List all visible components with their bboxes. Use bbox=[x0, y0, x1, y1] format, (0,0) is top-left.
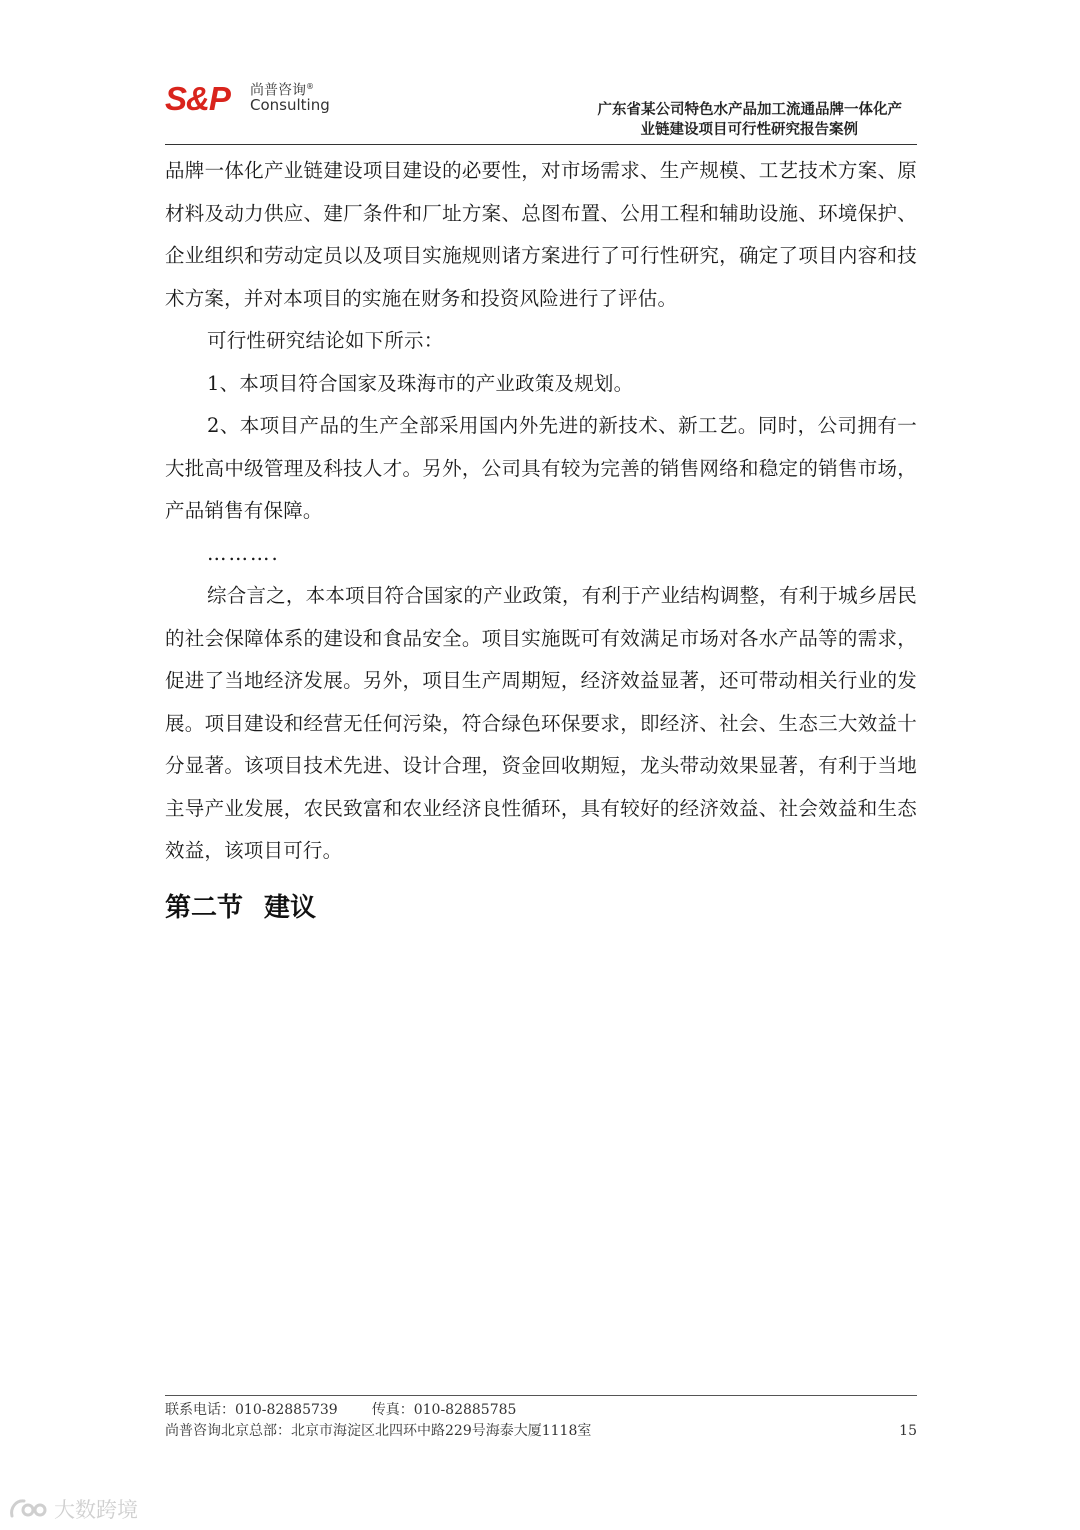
ellipsis-line: ………. bbox=[207, 541, 280, 565]
dashuju-logo-icon bbox=[8, 1496, 48, 1522]
conclusion-item-1: 1、本项目符合国家及珠海市的产业政策及规划。 bbox=[207, 371, 634, 395]
footer-fax: 传真：010-82885785 bbox=[371, 1402, 517, 1418]
footer-address: 尚普咨询北京总部：北京市海淀区北四环中路229号海泰大厦1118室 bbox=[165, 1423, 592, 1439]
report-title-line-2: 业链建设项目可行性研究报告案例 bbox=[640, 122, 858, 138]
watermark bbox=[8, 1494, 138, 1524]
page-number: 15 bbox=[899, 1423, 917, 1439]
company-logo bbox=[165, 78, 335, 118]
logo-mark: S&P bbox=[165, 80, 230, 117]
footer-address-line bbox=[165, 1421, 917, 1441]
footer-divider bbox=[165, 1395, 917, 1396]
conclusion-item-2: 2、本项目产品的生产全部采用国内外先进的新技术、新工艺。同时，公司拥有一大批高中级管理及科技人才。另外，公司具有较为完善的销售网络和稳定的销售市场，产品销售有保障。 bbox=[165, 414, 917, 522]
logo-chinese-name: 尚普咨询® bbox=[250, 82, 314, 99]
paragraph-summary: 综合言之，本本项目符合国家的产业政策，有利于产业结构调整，有利于城乡居民的社会保障体系的建设和食品安全。项目实施既可有效满足市场对各水产品等的需求，促进了当地经济发展。另外，项目生产周期短，经济效益显著，还可带动相关行业的发展。项目建设和经营无任何污染，符合绿色环保要求，即经济、社会、生态三大效益十分显著。该项目技术先进、设计合理，资金回收期短，龙头带动效果显著，有利于当地主导产业发展，农民致富和农业经济良性循环，具有较好的经济效益、社会效益和生态效益，该项目可行。 bbox=[165, 584, 917, 862]
section-heading: 第二节 建议 bbox=[165, 893, 317, 923]
report-title bbox=[598, 100, 903, 140]
watermark-text: 大数跨境 bbox=[54, 1498, 138, 1522]
footer-phone: 联系电话：010-82885739 bbox=[165, 1402, 338, 1418]
report-body bbox=[165, 150, 917, 873]
footer-contact bbox=[165, 1400, 917, 1420]
report-title-line-1: 广东省某公司特色水产品加工流通品牌一体化产 bbox=[597, 102, 902, 118]
paragraph-intro-continued: 品牌一体化产业链建设项目建设的必要性，对市场需求、生产规模、工艺技术方案、原材料及动力供应、建厂条件和厂址方案、总图布置、公用工程和辅助设施、环境保护、企业组织和劳动定员以及项目实施规则诸方案进行了可行性研究，确定了项目内容和技术方案，并对本项目的实施在财务和投资风险进行了评估。 bbox=[165, 159, 917, 310]
header-divider bbox=[165, 144, 917, 145]
paragraph-conclusion-lead: 可行性研究结论如下所示： bbox=[207, 329, 444, 352]
logo-english-name: Consulting bbox=[250, 96, 330, 114]
